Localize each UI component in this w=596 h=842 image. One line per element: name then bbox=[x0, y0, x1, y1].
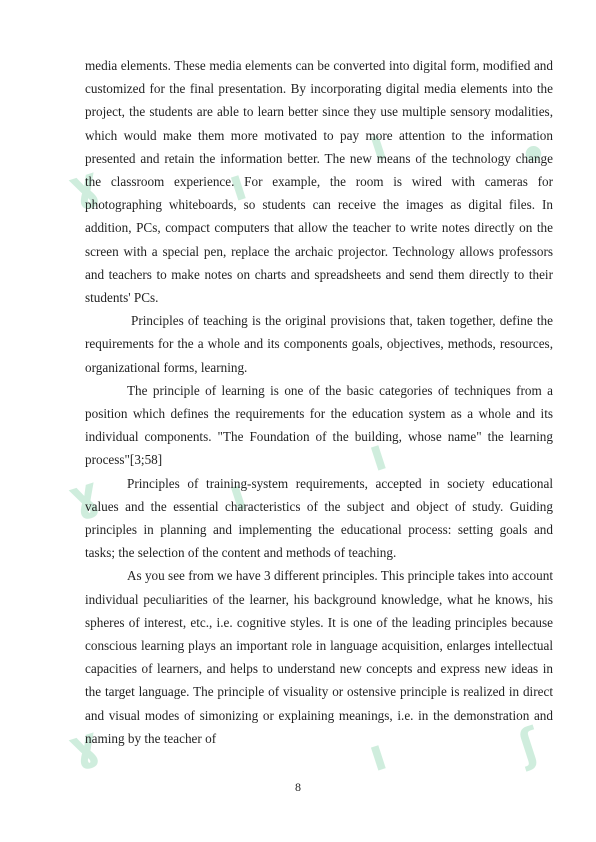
watermark: ı bbox=[362, 728, 393, 783]
watermark: ı bbox=[222, 158, 253, 213]
paragraph-5: As you see from we have 3 different principles. This principle takes into account individual peculiarities of the learner, his background knowledge, what he knows, his spheres of interest, etc., i.e. cognitive styles. It is one of the leading principles because conscious learning plays an important role in language acquisition, enlarges intellectual capacities of learners, and helps to understand new concepts and express new ideas in the target language. The principle of visuality or ostensive principle is realized in direct and visual modes of simonizing or explaining meanings, i.e. in the demonstration and naming by the teacher of bbox=[85, 568, 553, 746]
paragraph-1: media elements. These media elements can be converted into digital form, modified and customized for the final presentation. By incorporating digital media elements into the project, the students are able to learn better since they use multiple sensory modalities, which would make them more motivated to pay more attention to the information presented and retain the information better. The new means of the technology change the classroom experience. For example, the room is wired with cameras for photographing whiteboards, so students can receive the images as digital files. In addition, PCs, compact computers that allow the teacher to write notes directly on the screen with a special pen, replace the archaic projector. Technology allows professors and teachers to make notes on charts and spreadsheets and send them directly to their students' PCs. bbox=[85, 58, 553, 306]
paragraph-4: Principles of training-system requirements, accepted in society educational values and the essential characteristics of the subject and object of study. Guiding principles in planning and implementing the educational process: setting goals and tasks; the selection of the content and methods of teaching. bbox=[85, 475, 553, 561]
watermark: ɣ bbox=[62, 156, 106, 215]
watermark: ı bbox=[222, 468, 253, 523]
paragraph-2: Principles of teaching is the original provisions that, taken together, define the requirements for the a whole and its components goals, objectives, methods, resources, organizational forms, learning. bbox=[85, 313, 553, 375]
page-number: 8 bbox=[295, 780, 301, 794]
watermark: ɣ bbox=[62, 466, 106, 525]
paragraph-3: The principle of learning is one of the basic categories of techniques from a position which defines the requirements for the education system as a whole and its individual components. "The Foundation of the building, whose name" the learning process"[3;58] bbox=[85, 382, 553, 468]
watermark: ı bbox=[362, 428, 393, 483]
watermark: ʃ bbox=[512, 718, 546, 773]
document-body bbox=[85, 54, 553, 750]
watermark: • bbox=[512, 126, 556, 185]
watermark: ı bbox=[362, 118, 393, 173]
watermark: ɣ bbox=[62, 716, 106, 775]
